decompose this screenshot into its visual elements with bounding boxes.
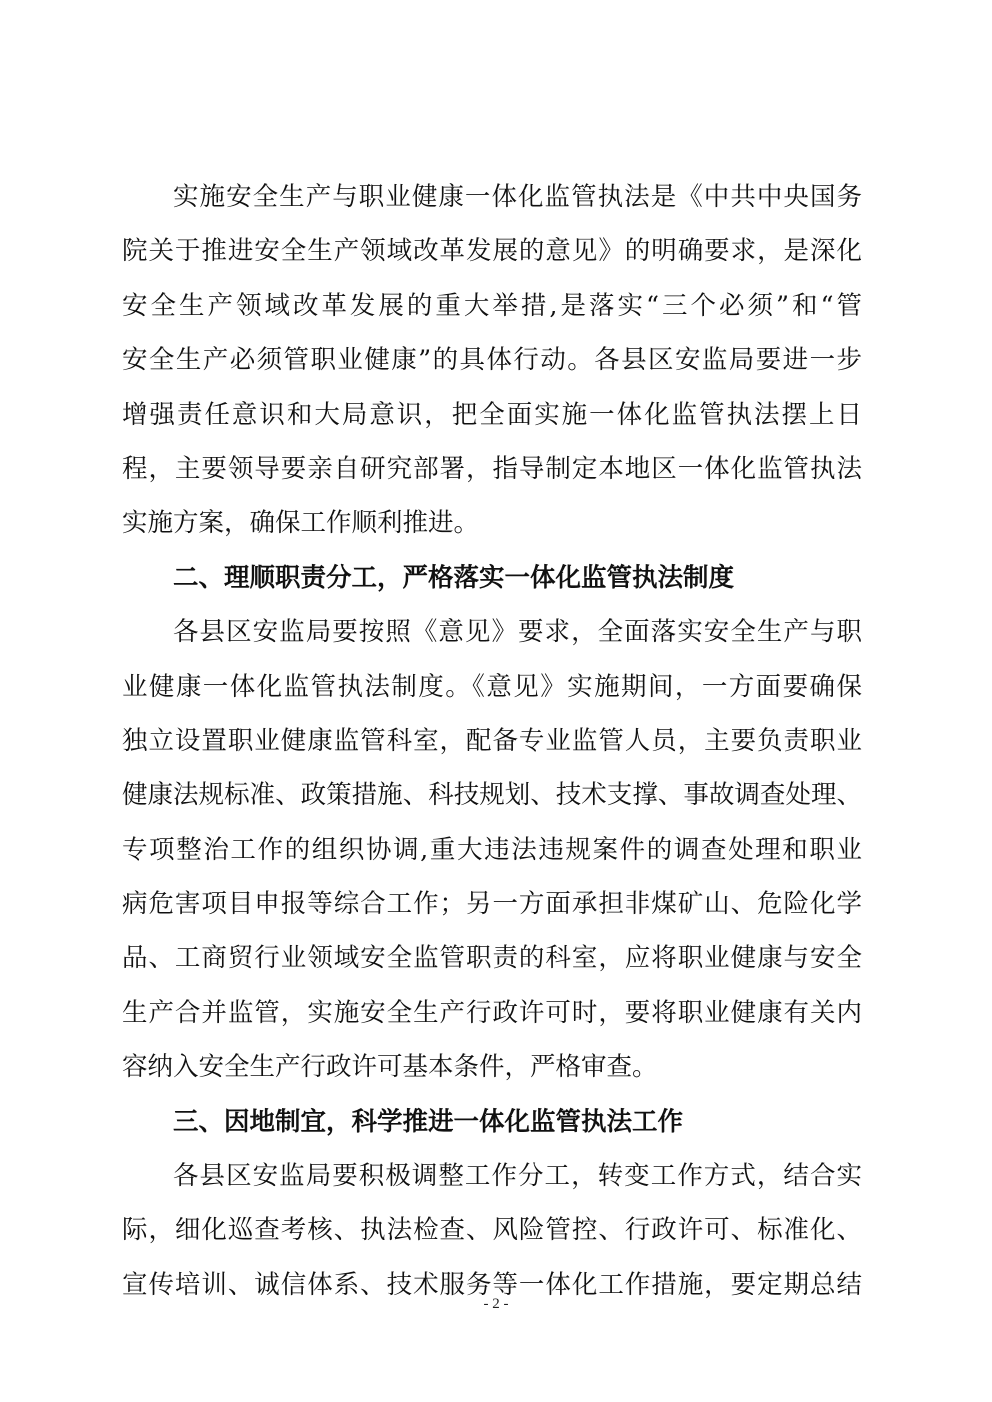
section-heading: 三、因地制宜，科学推进一体化监管执法工作 [173,1106,684,1137]
document-body [122,170,862,1312]
paragraph-line: 容纳入安全生产行政许可基本条件，严格审查。 [122,1052,658,1083]
paragraph-line: 安全生产领域改革发展的重大举措,是落实“三个必须”和“管 [122,290,862,321]
section-heading: 二、理顺职责分工，严格落实一体化监管执法制度 [173,562,735,593]
paragraph-line: 程，主要领导要亲自研究部署，指导制定本地区一体化监管执法 [122,453,862,484]
paragraph-line: 宣传培训、诚信体系、技术服务等一体化工作措施，要定期总结 [122,1269,862,1300]
paragraph-line: 专项整治工作的组织协调,重大违法违规案件的调查处理和职业 [122,834,862,865]
paragraph-line: 健康法规标准、政策措施、科技规划、技术支撑、事故调查处理、 [122,780,862,811]
paragraph-line: 增强责任意识和大局意识，把全面实施一体化监管执法摆上日 [122,399,862,430]
paragraph [122,605,862,1095]
paragraph-line: 际，细化巡查考核、执法检查、风险管控、行政许可、标准化、 [122,1215,862,1246]
paragraph-line: 业健康一体化监管执法制度。《意见》实施期间，一方面要确保 [122,671,862,702]
paragraph [122,170,862,551]
page-number: - 2 - [483,1296,509,1312]
paragraph-line: 独立设置职业健康监管科室，配备专业监管人员，主要负责职业 [122,725,862,756]
paragraph-line: 品、工商贸行业领域安全监管职责的科室，应将职业健康与安全 [122,943,862,974]
paragraph-line: 各县区安监局要积极调整工作分工，转变工作方式，结合实 [173,1161,862,1192]
paragraph-line: 病危害项目申报等综合工作；另一方面承担非煤矿山、危险化学 [122,889,862,920]
paragraph-line: 实施安全生产与职业健康一体化监管执法是《中共中央国务 [173,182,862,212]
paragraph-line: 生产合并监管，实施安全生产行政许可时，要将职业健康有关内 [122,997,862,1028]
paragraph-line: 实施方案，确保工作顺利推进。 [122,508,480,539]
paragraph-line: 院关于推进安全生产领域改革发展的意见》的明确要求，是深化 [122,236,862,267]
paragraph [122,1149,862,1312]
paragraph-line: 安全生产必须管职业健康”的具体行动。各县区安监局要进一步 [122,345,862,376]
paragraph-line: 各县区安监局要按照《意见》要求，全面落实安全生产与职 [173,617,862,648]
